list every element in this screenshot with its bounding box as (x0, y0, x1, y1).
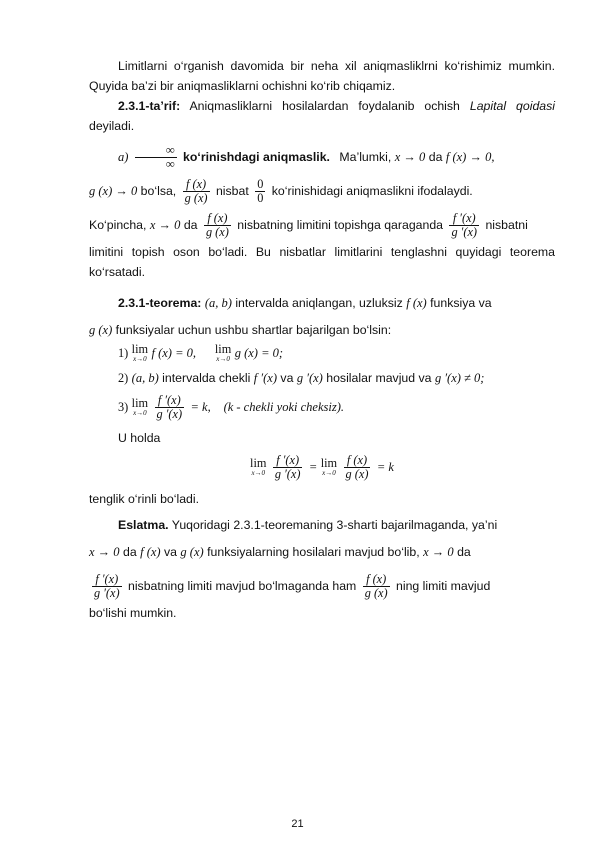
note-gprime-den: g ′(x) (94, 586, 120, 601)
note-fprime-over-gprime (92, 573, 122, 600)
g-prime-nonzero: g ′(x) ≠ 0; (434, 371, 485, 385)
x-to-zero-2: x → 0 (149, 218, 181, 232)
eq-end: = k (376, 459, 394, 474)
note-end: bo‘lishi mumkin. (89, 606, 177, 620)
funksiya-va: funksiya va (430, 296, 492, 310)
note-paragraph (89, 515, 555, 535)
lim-sub-4: x→0 (251, 468, 266, 477)
infinity-fraction (135, 144, 177, 171)
condition-2 (118, 366, 555, 390)
lim-word-3: lim (131, 395, 149, 410)
theorem-paragraph (89, 286, 555, 320)
f-over-g-2-den: g (x) (205, 225, 229, 240)
lim-sub: x→0 (133, 354, 147, 363)
f-over-g-2-num: f (x) (204, 212, 231, 226)
page-content (89, 56, 555, 623)
lim-word-4: lim (250, 455, 267, 470)
g-of-x-2: g (x) (180, 545, 204, 559)
condition-3 (118, 390, 555, 424)
fprime-num: f ′(x) (449, 212, 479, 226)
lim-word-5: lim (320, 455, 338, 470)
eq-fprime-num: f ′(x) (273, 454, 303, 468)
fprime-num-2: f ′(x) (155, 394, 185, 408)
lapital-rule: Lapital qoidasi (469, 99, 556, 113)
condition-1-number: 1) (118, 346, 129, 360)
eq-f-num: f (x) (344, 454, 371, 468)
infinity-num: ∞ (135, 144, 177, 158)
kopincha-word: Ko‘pincha, (89, 218, 147, 232)
theorem-paragraph-2 (89, 320, 555, 340)
x-to-zero-3: x → 0 (89, 545, 120, 559)
x-to-zero: x → 0 (394, 150, 426, 164)
lim-word-2: lim (214, 341, 232, 356)
zero-num: 0 (257, 177, 264, 192)
lim-ratio (131, 395, 149, 418)
g-prime: g ′(x) (296, 371, 323, 385)
note-text-1: Yuqoridagi 2.3.1-teoremaning 3-sharti bajarilmaganda, ya’ni (171, 518, 498, 532)
lim-sub-2: x→0 (216, 354, 230, 363)
note-f-num: f (x) (363, 573, 390, 587)
bolsa-word: bo‘lsa, (140, 184, 177, 198)
interval-ab: (a, b) (204, 296, 232, 310)
note-label: Eslatma. (118, 518, 169, 532)
infinity-den: ∞ (165, 157, 175, 172)
gprime-den: g ′(x) (451, 225, 478, 240)
eq-equals: = (308, 459, 318, 474)
va-word-2: va (164, 545, 177, 559)
eq-frac-prime (273, 454, 303, 481)
note-g-den: g (x) (364, 586, 388, 601)
definition-paragraph (89, 96, 555, 136)
nisbatni-word: nisbatni (485, 218, 528, 232)
f-to-zero: f (x) → 0, (445, 150, 495, 164)
zero-den: 0 (257, 191, 264, 206)
eq-g-den: g (x) (345, 467, 369, 481)
f-over-g-2 (204, 212, 231, 239)
note-paragraph-3 (89, 569, 555, 603)
lim-sub-5: x→0 (322, 468, 336, 477)
condition-2-text-2: hosilalar mavjud va (326, 371, 432, 385)
fprime-over-gprime-2 (155, 394, 185, 421)
eq-frac (344, 454, 371, 481)
f-over-g-num: f (x) (183, 178, 210, 192)
case-a-label: a) (118, 150, 129, 164)
condition-1-f: f (x) = 0, (151, 346, 197, 360)
note-text-2: funksiyalarning hosilalari mavjud bo‘lib, (207, 545, 420, 559)
f-over-g (183, 178, 210, 205)
g-of-x: g (x) (89, 323, 113, 337)
interval-ab-2: (a, b) (131, 371, 159, 385)
kopincha-paragraph (89, 208, 555, 242)
note-text-4: ning limiti mavjud (396, 579, 491, 593)
g-to-zero: g (x) → 0 (89, 184, 138, 198)
definition-end: deyiladi. (89, 119, 135, 133)
x-to-zero-4: x → 0 (423, 545, 454, 559)
lim-g (214, 341, 232, 364)
f-over-g-den: g (x) (184, 191, 208, 206)
note-paragraph-2 (89, 535, 555, 569)
note-f-over-g (363, 573, 390, 600)
note-text-3: nisbatning limiti mavjud bo‘lmaganda ham (127, 579, 357, 593)
theorem-text-1: intervalda aniqlangan, uzluksiz (235, 296, 403, 310)
eq-gprime-den: g ′(x) (274, 467, 301, 481)
lim-word: lim (131, 341, 149, 356)
condition-1-g: g (x) = 0; (234, 346, 284, 360)
kopincha-end: limitini topish oson bo‘ladi. Bu nisbatlar limitlarini tenglashni quyidagi teorema ko‘rsatadi. (89, 245, 555, 279)
lim-eq-2 (320, 455, 338, 478)
definition-label: 2.3.1-ta’rif: (118, 99, 181, 113)
lim-sub-3: x→0 (133, 408, 147, 417)
f-of-x-2: f (x) (140, 545, 161, 559)
note-fprime-num: f ′(x) (92, 573, 122, 587)
condition-1 (118, 340, 555, 366)
condition-2-number: 2) (118, 371, 129, 385)
lim-f (131, 341, 149, 364)
da-word: da (428, 150, 443, 164)
case-a-title: ko‘rinishdagi aniqmaslik. (183, 150, 330, 164)
condition-3-note: (k - chekli yoki cheksiz). (223, 400, 344, 414)
theorem-label: 2.3.1-teorema: (118, 296, 202, 310)
case-a-paragraph-2 (89, 174, 555, 208)
da-word-2: da (183, 218, 198, 232)
nisbat-word: nisbat (215, 184, 249, 198)
u-holda: U holda (118, 431, 161, 445)
page-number: 21 (291, 818, 304, 830)
main-equation (89, 454, 555, 481)
gprime-den-2: g ′(x) (156, 407, 183, 422)
intro-paragraph: Limitlarni o‘rganish davomida bir neha xil aniqmasliklrni ko‘rishimiz mumkin. Quyida ba’zi bir aniqmasliklarni ochishni ko‘rib chiqamiz. (89, 59, 555, 93)
theorem-text-2: funksiyalar uchun ushbu shartlar bajarilgan bo‘lsin: (115, 323, 392, 337)
tenglik-text: tenglik o‘rinli bo‘ladi. (89, 492, 200, 506)
condition-3-eq: = k, (190, 400, 211, 414)
korinish-text: ko‘rinishidagi aniqmaslikni ifodalaydi. (271, 184, 473, 198)
da-word-3: da (122, 545, 137, 559)
va-word: va (280, 371, 294, 385)
f-of-x: f (x) (406, 296, 427, 310)
da-word-4: da (457, 545, 471, 559)
case-a-paragraph (89, 140, 555, 174)
zero-over-zero (255, 178, 265, 205)
condition-2-text-1: intervalda chekli (162, 371, 251, 385)
lim-eq-1 (250, 455, 267, 478)
nisbat-limit-text: nisbatning limitini topishga qaraganda (237, 218, 444, 232)
definition-text: Aniqmasliklarni hosilalardan foydalanib ochish (180, 99, 470, 113)
fprime-over-gprime (449, 212, 479, 239)
f-prime: f ′(x) (253, 371, 277, 385)
condition-3-number: 3) (118, 400, 129, 414)
case-a-text: Ma’lumki, (339, 150, 392, 164)
